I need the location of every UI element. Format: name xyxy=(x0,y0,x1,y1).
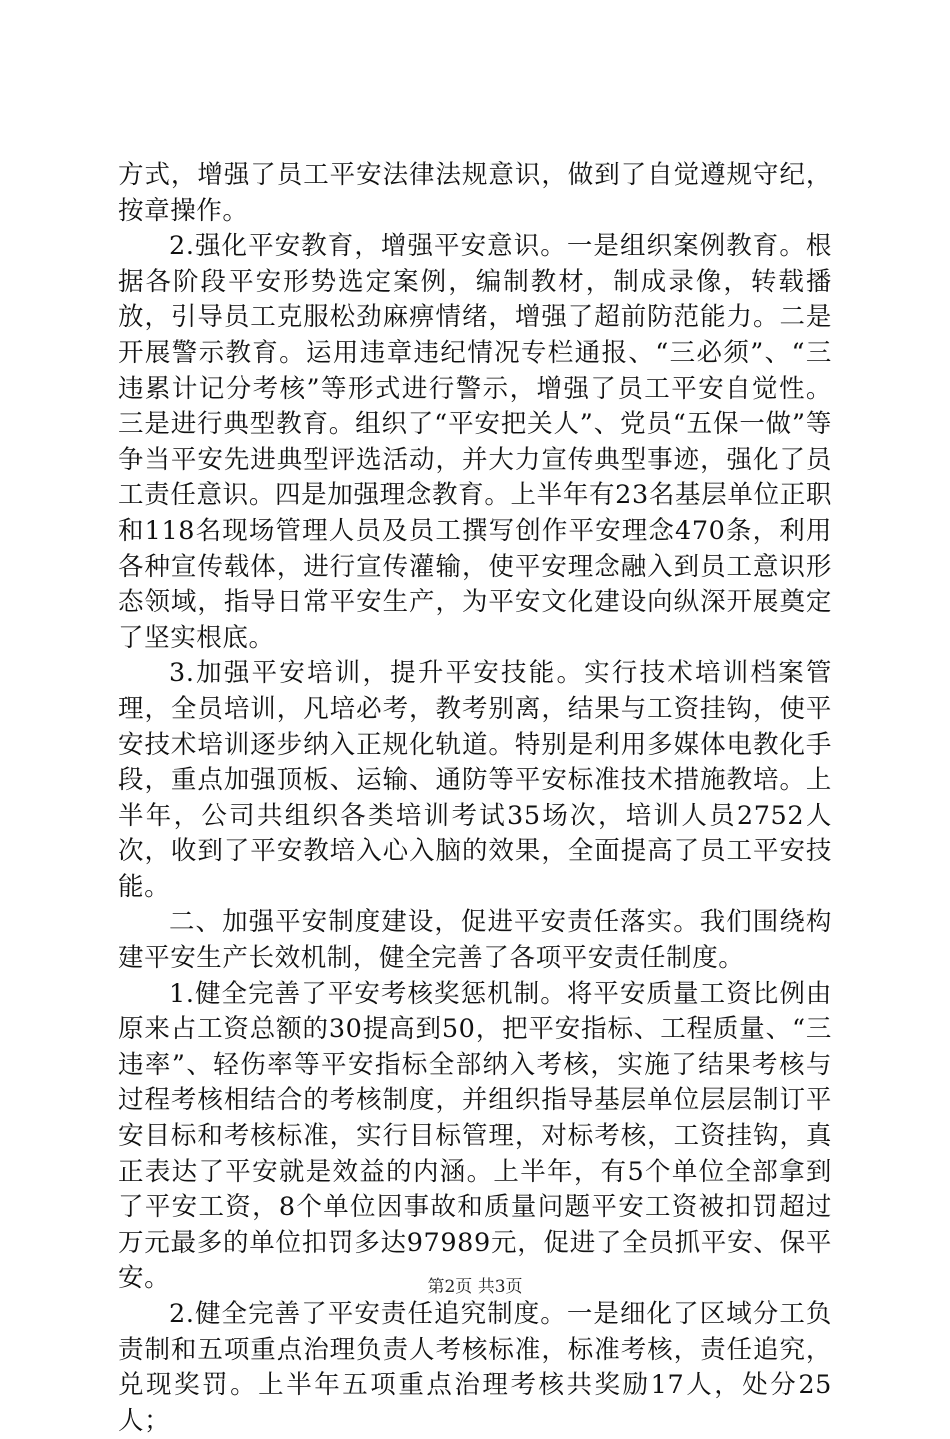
paragraph-6: 2.健全完善了平安责任追究制度。一是细化了区域分工负责制和五项重点治理负责人考核标准，标准考核，责任追究，兑现奖罚。上半年五项重点治理考核共奖励17人，处分25人； xyxy=(118,1299,832,1436)
page-footer: 第2页 共3页 xyxy=(427,1277,523,1297)
paragraph-4: 二、加强平安制度建设，促进平安责任落实。我们围绕构建平安生产长效机制，健全完善了各项平安责任制度。 xyxy=(118,907,832,974)
paragraph-1: 方式，增强了员工平安法律法规意识，做到了自觉遵规守纪，按章操作。 xyxy=(118,160,832,226)
paragraph-2: 2.强化平安教育，增强平安意识。一是组织案例教育。根据各阶段平安形势选定案例，编制教材，制成录像，转载播放，引导员工克服松劲麻痹情绪，增强了超前防范能力。二是开展警示教育。运用违章违纪情况专栏通报、“三必须”、“三违累计记分考核”等形式进行警示，增强了员工平安自觉性。三是进行典型教育。组织了“平安把关人”、党员“五保一做”等争当平安先进典型评选活动，并大力宣传典型事迹，强化了员工责任意识。四是加强理念教育。上半年有23名基层单位正职和118名现场管理人员及员工撰写创作平安理念470条，利用各种宣传载体，进行宣传灌输，使平安理念融入到员工意识形态领域，指导日常平安生产，为平安文化建设向纵深开展奠定了坚实根底。 xyxy=(118,231,832,653)
paragraph-3: 3.加强平安培训，提升平安技能。实行技术培训档案管理，全员培训，凡培必考，教考别离，结果与工资挂钩，使平安技术培训逐步纳入正规化轨道。特别是利用多媒体电教化手段，重点加强顶板、运输、通防等平安标准技术措施教培。上半年，公司共组织各类培训考试35场次，培训人员2752人次，收到了平安教培入心入脑的效果，全面提高了员工平安技能。 xyxy=(118,658,832,902)
document-body xyxy=(118,158,832,1439)
paragraph-5: 1.健全完善了平安考核奖惩机制。将平安质量工资比例由原来占工资总额的30提高到50，把平安指标、工程质量、“三违率”、轻伤率等平安指标全部纳入考核，实施了结果考核与过程考核相结合的考核制度，并组织指导基层单位层层制订平安目标和考核标准，实行目标管理，对标考核，工资挂钩，真正表达了平安就是效益的内涵。上半年，有5个单位全部拿到了平安工资，8个单位因事故和质量问题平安工资被扣罚超过万元最多的单位扣罚多达97989元，促进了全员抓平安、保平安。 xyxy=(118,978,832,1294)
